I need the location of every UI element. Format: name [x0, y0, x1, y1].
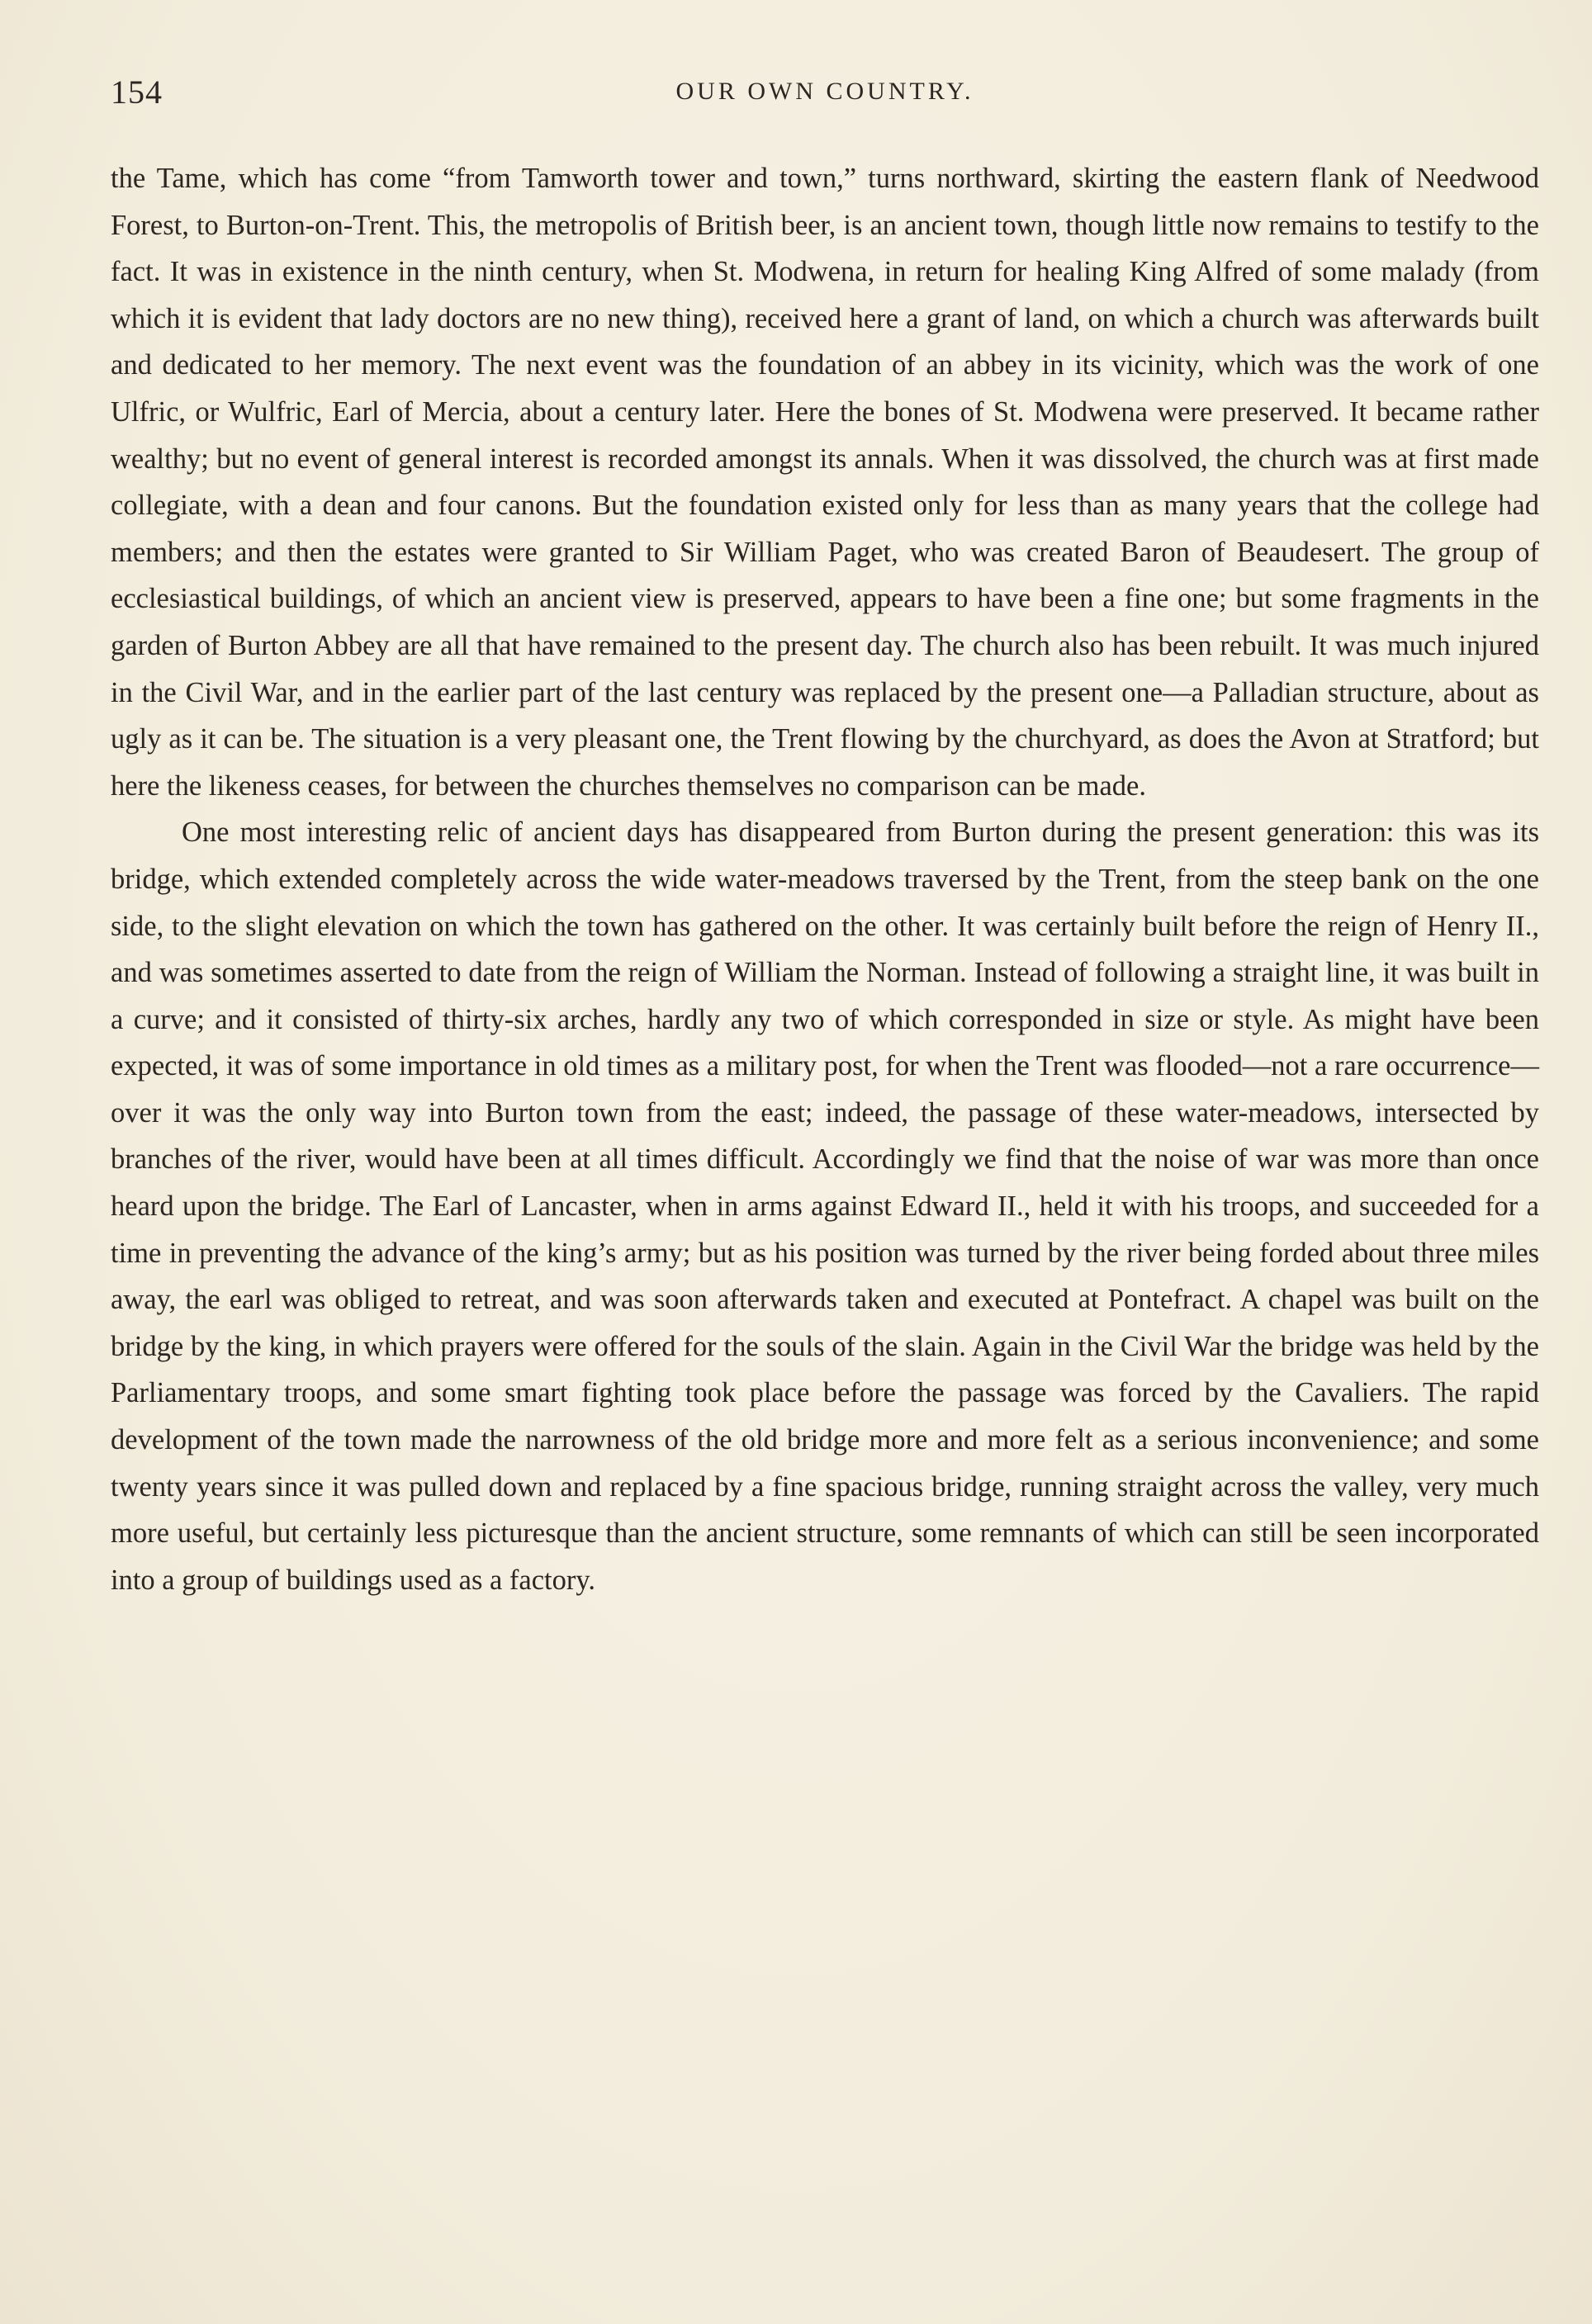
body-text — [111, 155, 1539, 1603]
paragraph-continued: the Tame, which has come “from Tamworth tower and town,” turns northward, skirting the eastern flank of Needwood Forest, to Burton-on-Trent. This, the metropolis of British beer, is an ancient town, though little now remains to testify to the fact. It was in existence in the ninth century, when St. Modwena, in return for healing King Alfred of some malady (from which it is evident that lady doctors are no new thing), received here a grant of land, on which a church was afterwards built and dedicated to her memory. The next event was the foundation of an abbey in its vicinity, which was the work of one Ulfric, or Wulfric, Earl of Mercia, about a century later. Here the bones of St. Modwena were preserved. It became rather wealthy; but no event of general interest is recorded amongst its annals. When it was dissolved, the church was at first made collegiate, with a dean and four canons. But the foundation existed only for less than as many years that the college had members; and then the estates were granted to Sir William Paget, who was created Baron of Beaudesert. The group of ecclesiastical buildings, of which an ancient view is preserved, appears to have been a fine one; but some fragments in the garden of Burton Abbey are all that have remained to the present day. The church also has been rebuilt. It was much injured in the Civil War, and in the earlier part of the last century was replaced by the present one—a Palladian structure, about as ugly as it can be. The situation is a very pleasant one, the Trent flowing by the churchyard, as does the Avon at Stratford; but here the likeness ceases, for between the churches themselves no comparison can be made. — [111, 163, 1539, 802]
page-number: 154 — [111, 73, 163, 111]
page-header — [111, 73, 1539, 114]
paragraph-bridge: One most interesting relic of ancient days has disappeared from Burton during the present generation: this was its bridge, which extended completely across the wide water-meadows traversed by the Trent, from the steep bank on the one side, to the slight elevation on which the town has gathered on the other. It was certainly built before the reign of Henry II., and was sometimes asserted to date from the reign of William the Norman. Instead of following a straight line, it was built in a curve; and it consisted of thirty-six arches, hardly any two of which corresponded in size or style. As might have been expected, it was of some importance in old times as a military post, for when the Trent was flooded—not a rare occurrence—over it was the only way into Burton town from the east; indeed, the passage of these water-meadows, intersected by branches of the river, would have been at all times difficult. Accordingly we find that the noise of war was more than once heard upon the bridge. The Earl of Lancaster, when in arms against Edward II., held it with his troops, and succeeded for a time in preventing the advance of the king’s army; but as his position was turned by the river being forded about three miles away, the earl was obliged to retreat, and was soon afterwards taken and executed at Pontefract. A chapel was built on the bridge by the king, in which prayers were offered for the souls of the slain. Again in the Civil War the bridge was held by the Parliamentary troops, and some smart fighting took place before the passage was forced by the Cavaliers. The rapid development of the town made the narrowness of the old bridge more and more felt as a serious inconvenience; and some twenty years since it was pulled down and replaced by a fine spacious bridge, running straight across the valley, very much more useful, but certainly less picturesque than the ancient structure, some remnants of which can still be seen incorporated into a group of buildings used as a factory. — [111, 816, 1539, 1596]
running-head: OUR OWN COUNTRY. — [675, 78, 974, 105]
